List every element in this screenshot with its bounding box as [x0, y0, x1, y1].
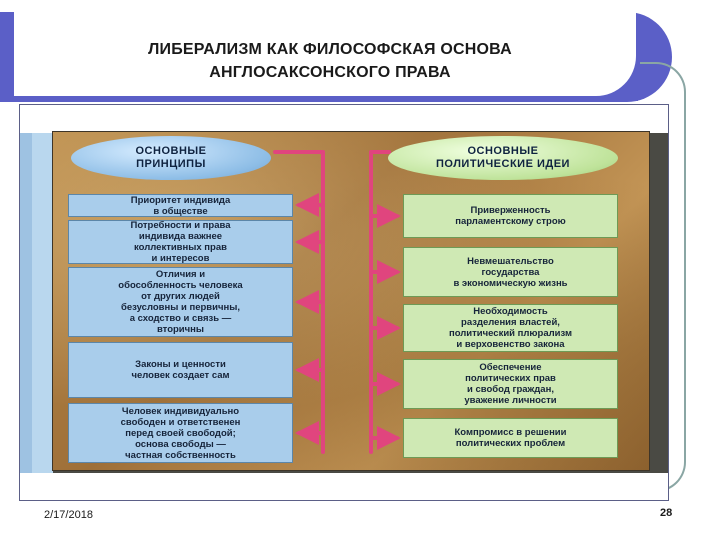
left-item-3: Отличия и обособленность человека от других людей безусловны и первичны, а сходство и связь — вторичны — [68, 267, 293, 337]
frame-strip-bottom — [20, 473, 668, 500]
left-item-1: Приоритет индивида в обществе — [68, 194, 293, 217]
title-underline — [14, 99, 638, 101]
right-item-4: Обеспечение политических прав и свобод граждан, уважение личности — [403, 359, 618, 409]
right-item-2: Невмешательство государства в экономическую жизнь — [403, 247, 618, 297]
right-item-5: Компромисс в решении политических проблем — [403, 418, 618, 458]
slide-title-line-1: ЛИБЕРАЛИЗМ КАК ФИЛОСОФСКАЯ ОСНОВА — [148, 41, 512, 58]
left-column-header: ОСНОВНЫЕ ПРИНЦИПЫ — [71, 136, 271, 180]
left-item-5: Человек индивидуально свободен и ответственен перед своей свободой; основа свободы — частная собственность — [68, 403, 293, 463]
right-column-header: ОСНОВНЫЕ ПОЛИТИЧЕСКИЕ ИДЕИ — [388, 136, 618, 180]
frame-strip-top — [20, 105, 668, 133]
slide-date: 2/17/2018 — [44, 509, 93, 521]
slide-number: 28 — [660, 507, 673, 519]
slide-title — [40, 38, 620, 84]
left-item-4: Законы и ценности человек создает сам — [68, 342, 293, 398]
frame-strip-left — [20, 105, 32, 500]
slide-title-line-2: АНГЛОСАКСОНСКОГО ПРАВА — [209, 64, 451, 81]
right-item-3: Необходимость разделения властей, политический плюрализм и верховенство закона — [403, 304, 618, 352]
right-item-1: Приверженность парламентскому строю — [403, 194, 618, 238]
liberalism-diagram — [52, 131, 650, 471]
left-item-2: Потребности и права индивида важнее коллективных прав и интересов — [68, 220, 293, 264]
